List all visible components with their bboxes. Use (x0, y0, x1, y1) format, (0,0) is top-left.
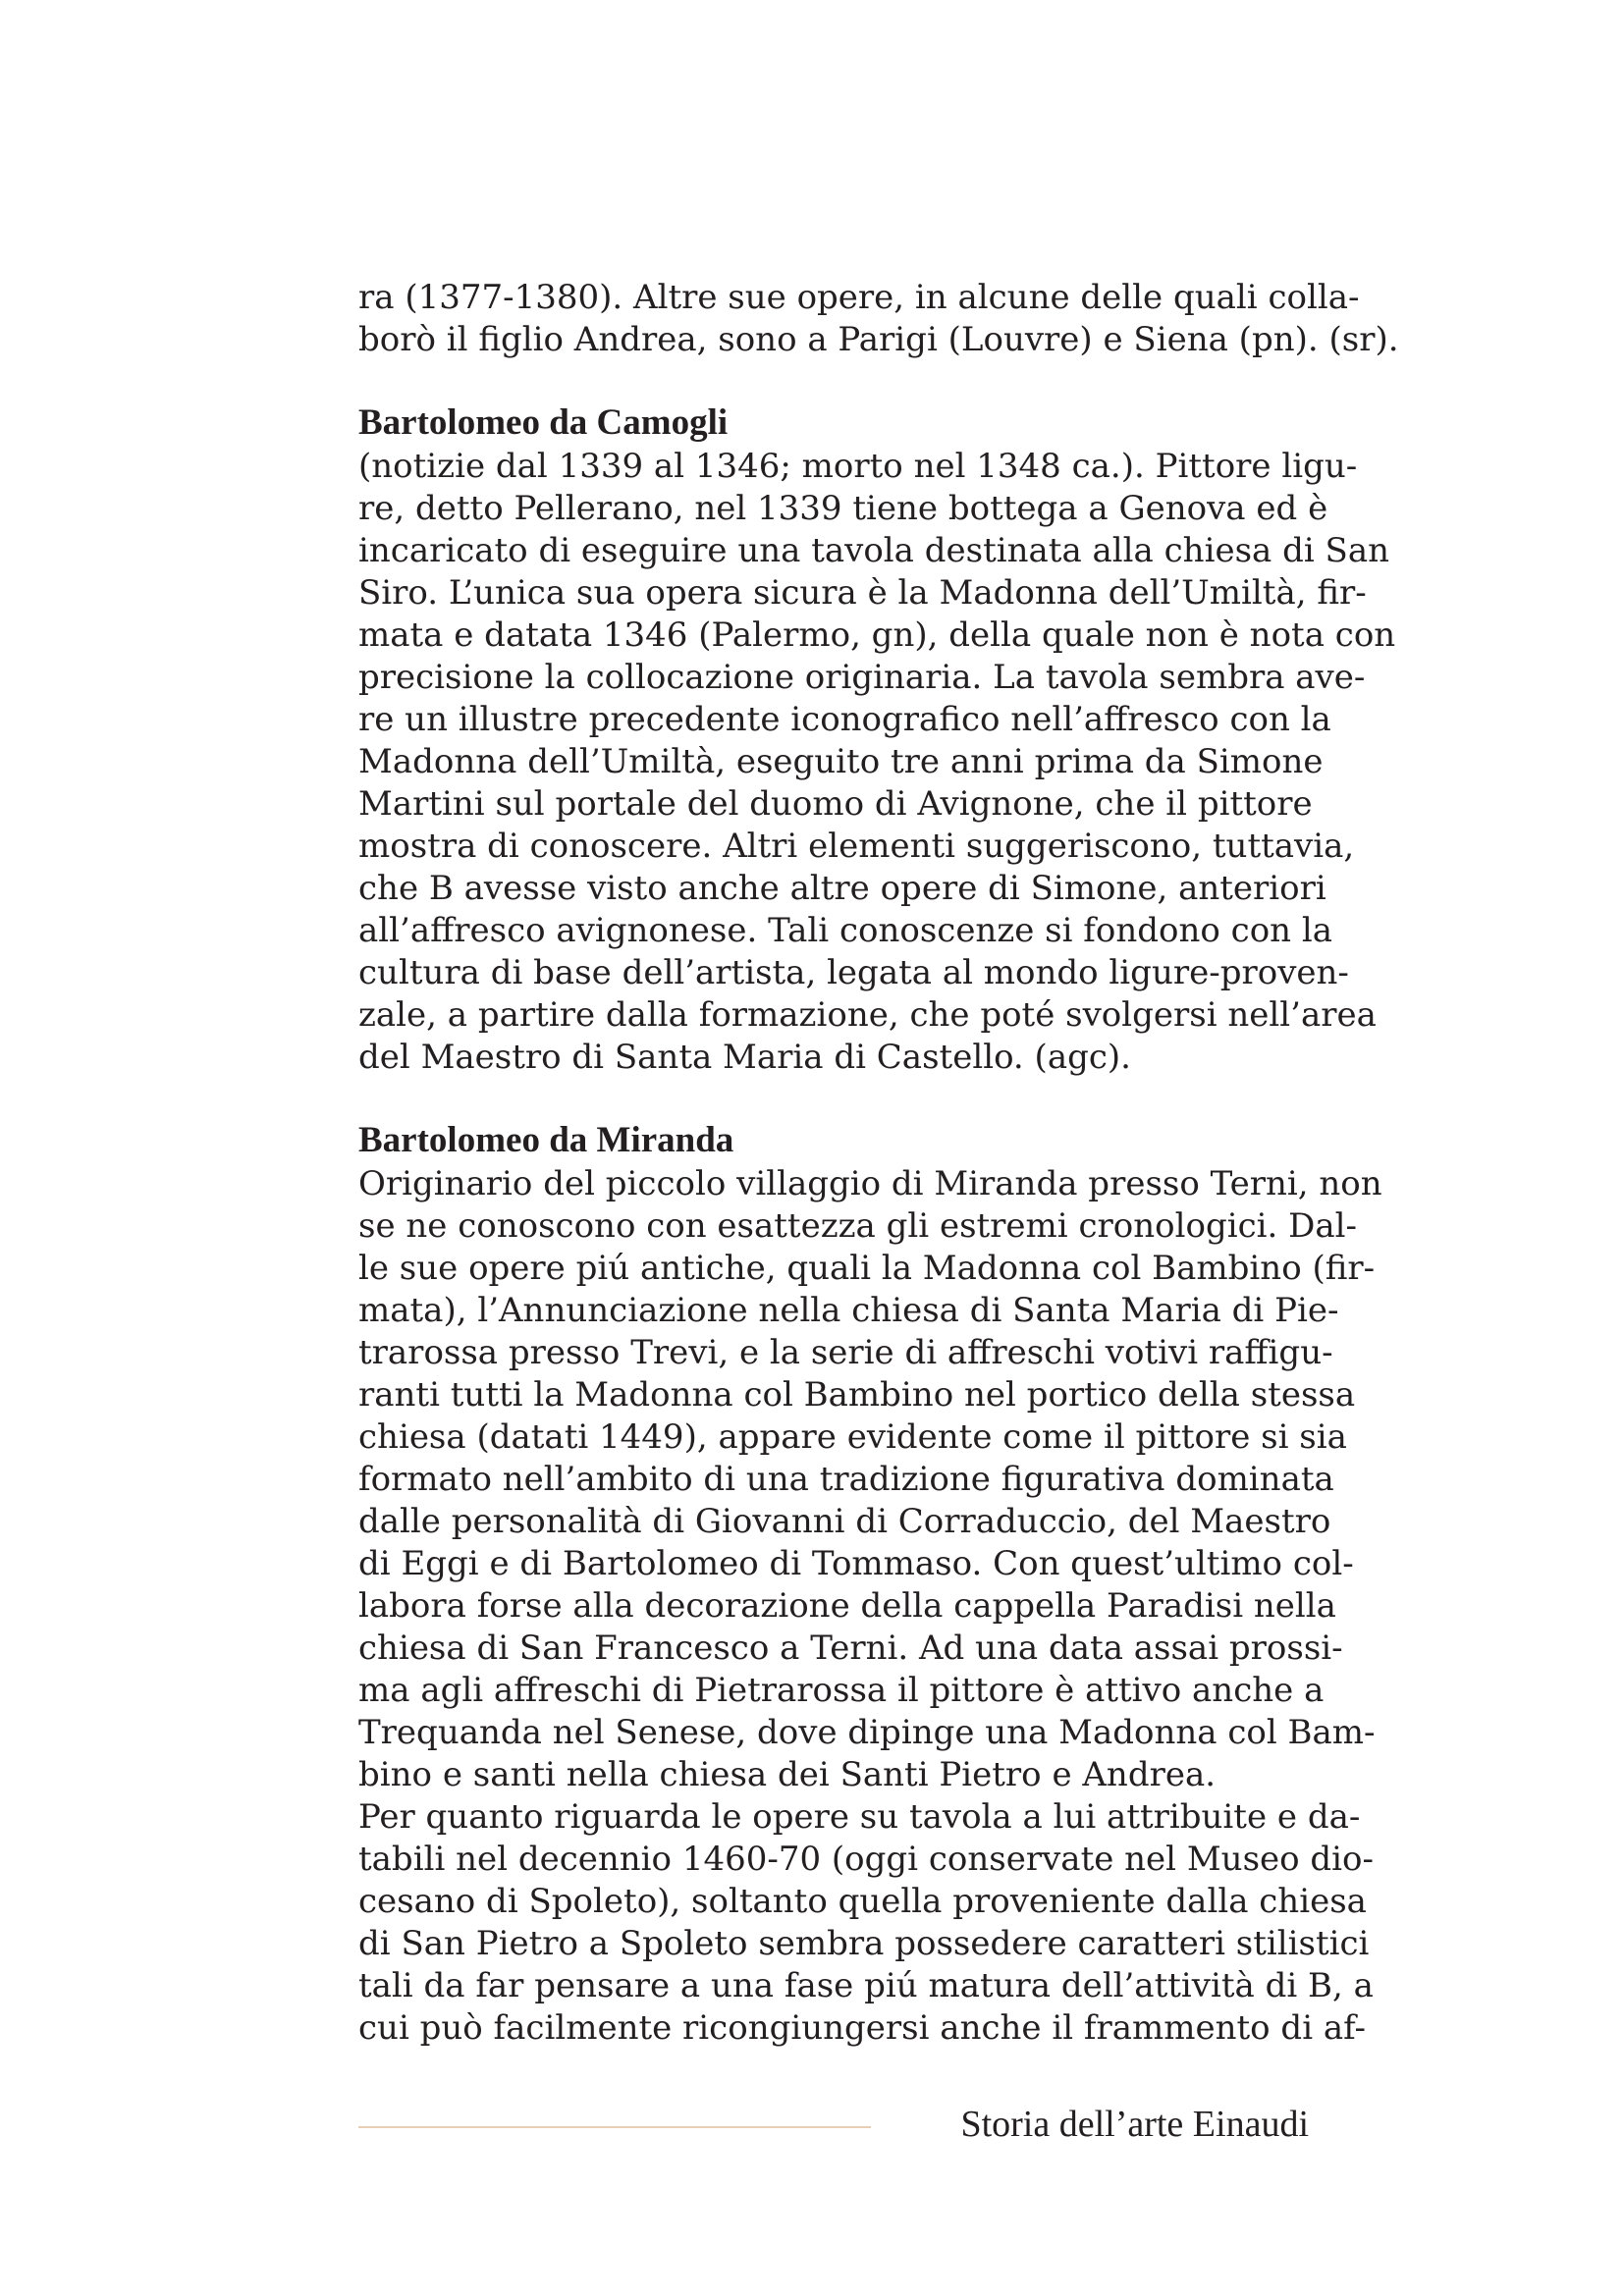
text-line: chiesa (datati 1449), appare evidente come il pittore si sia (358, 1417, 1347, 1457)
text-line: borò il figlio Andrea, sono a Parigi (Louvre) e Siena (pn). (sr). (358, 320, 1399, 359)
text-line: incaricato di eseguire una tavola destinata alla chiesa di San (358, 531, 1389, 570)
text-line: mostra di conoscere. Altri elementi suggeriscono, tuttavia, (358, 827, 1355, 866)
text-line: Madonna dell’Umiltà, eseguito tre anni prima da Simone (358, 742, 1324, 781)
text-line: le sue opere piú antiche, quali la Madonna col Bambino (fir- (358, 1249, 1376, 1288)
text-line: Per quanto riguarda le opere su tavola a lui attribuite e da- (358, 1797, 1361, 1837)
text-line: trarossa presso Trevi, e la serie di affreschi votivi raffigu- (358, 1333, 1333, 1372)
text-line: zale, a partire dalla formazione, che poté svolgersi nell’area (358, 995, 1377, 1035)
text-line: cui può facilmente ricongiungersi anche il frammento di af- (358, 2008, 1367, 2048)
text-line: ra (1377-1380). Altre sue opere, in alcune delle quali colla- (358, 278, 1360, 317)
text-line: re un illustre precedente iconografico nell’affresco con la (358, 700, 1331, 739)
text-line: Originario del piccolo villaggio di Miranda presso Terni, non (358, 1164, 1382, 1203)
text-line: ranti tutti la Madonna col Bambino nel portico della stessa (358, 1375, 1356, 1415)
text-line: chiesa di San Francesco a Terni. Ad una data assai prossi- (358, 1629, 1343, 1668)
text-line: formato nell’ambito di una tradizione figurativa dominata (358, 1460, 1334, 1499)
text-line: (notizie dal 1339 al 1346; morto nel 1348 ca.). Pittore ligu- (358, 447, 1358, 486)
text-line: mata), l’Annunciazione nella chiesa di Santa Maria di Pie- (358, 1291, 1339, 1330)
text-line: cesano di Spoleto), soltanto quella proveniente dalla chiesa (358, 1882, 1367, 1921)
footer-publication-title: Storia dell’arte Einaudi (960, 2104, 1309, 2145)
text-line: di Eggi e di Bartolomeo di Tommaso. Con quest’ultimo col- (358, 1544, 1354, 1583)
text-line: mata e datata 1346 (Palermo, gn), della quale non è nota con (358, 615, 1396, 655)
text-line: re, detto Pellerano, nel 1339 tiene bottega a Genova ed è (358, 489, 1328, 528)
footer-rule (358, 2126, 871, 2128)
page-body (358, 277, 1399, 2050)
text-line: dalle personalità di Giovanni di Corraduccio, del Maestro (358, 1502, 1331, 1541)
entry-title: Bartolomeo da Camogli (358, 402, 729, 443)
text-line: Siro. L’unica sua opera sicura è la Madonna dell’Umiltà, fir- (358, 573, 1367, 613)
text-line: labora forse alla decorazione della cappella Paradisi nella (358, 1586, 1336, 1626)
text-line: ma agli affreschi di Pietrarossa il pittore è attivo anche a (358, 1671, 1325, 1710)
entry-paragraph (358, 446, 1396, 1079)
text-line: di San Pietro a Spoleto sembra possedere caratteri stilistici (358, 1924, 1370, 1963)
entry-paragraph (358, 1163, 1382, 2050)
text-line: cultura di base dell’artista, legata al mondo ligure-proven- (358, 953, 1349, 992)
text-line: Trequanda nel Senese, dove dipinge una Madonna col Bam- (358, 1713, 1376, 1752)
intro-paragraph (358, 277, 1399, 361)
text-line: all’affresco avignonese. Tali conoscenze si fondono con la (358, 911, 1333, 950)
text-line: che B avesse visto anche altre opere di Simone, anteriori (358, 869, 1326, 908)
text-line: tabili nel decennio 1460-70 (oggi conservate nel Museo dio- (358, 1840, 1375, 1879)
text-line: se ne conoscono con esattezza gli estremi cronologici. Dal- (358, 1206, 1358, 1246)
text-line: Martini sul portale del duomo di Avignone, che il pittore (358, 784, 1313, 824)
text-line: precisione la collocazione originaria. La tavola sembra ave- (358, 658, 1366, 697)
text-line: bino e santi nella chiesa dei Santi Pietro e Andrea. (358, 1755, 1217, 1794)
text-line: del Maestro di Santa Maria di Castello. (agc). (358, 1038, 1131, 1077)
entry-title: Bartolomeo da Miranda (358, 1120, 734, 1160)
text-line: tali da far pensare a una fase piú matura dell’attività di B, a (358, 1966, 1374, 2005)
